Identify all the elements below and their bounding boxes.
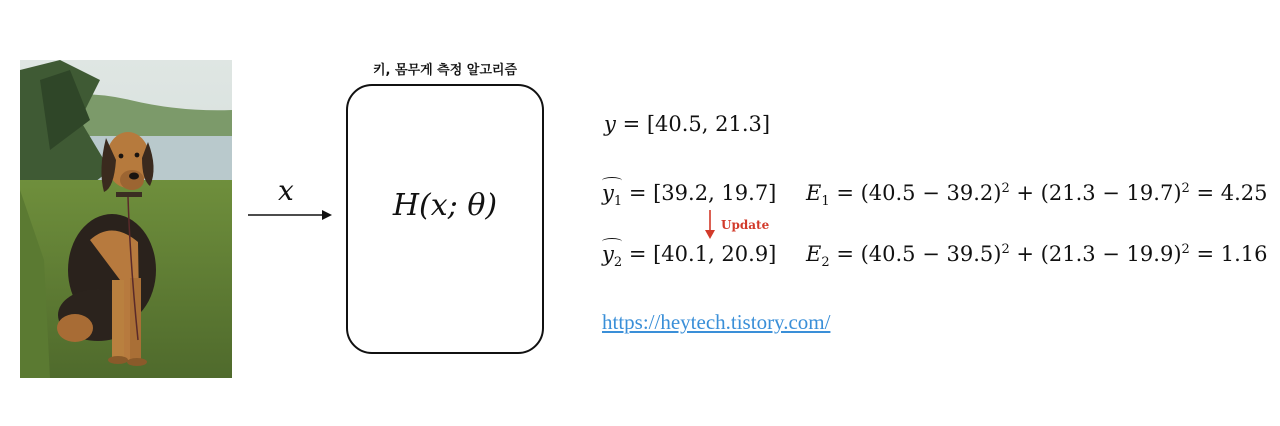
update-label: Update	[721, 218, 770, 232]
source-link[interactable]: https://heytech.tistory.com/	[602, 310, 831, 334]
right-arrow-icon	[246, 205, 336, 225]
prediction-1-value: = [39.2, 19.7]	[628, 181, 777, 205]
error-2-equation: $E_2 = (40.5 - 39.5)^2 + (21.3 - 19.9)^2 = 1.16$	[806, 242, 1268, 271]
prediction-2-value: = [40.1, 20.9]	[628, 242, 777, 266]
prediction-2-equation	[602, 242, 776, 270]
target-equation	[604, 112, 770, 136]
target-value: = [40.5, 21.3]	[622, 112, 771, 136]
dog-photo	[20, 60, 232, 378]
target-symbol: y	[604, 112, 616, 136]
input-variable-label: x	[278, 174, 294, 207]
error-1-equation: $E_1 = (40.5 - 39.2)^2 + (21.3 - 19.7)^2 = 4.25$	[806, 181, 1268, 210]
prediction-1-equation	[602, 181, 776, 209]
model-title: 키, 몸무게 측정 알고리즘	[372, 63, 518, 78]
down-arrow-icon	[704, 210, 716, 240]
model-formula: H(x; θ)	[392, 188, 498, 223]
prediction-2-symbol: $y_2$	[602, 242, 623, 271]
prediction-1-symbol: $y_1$	[602, 181, 623, 210]
